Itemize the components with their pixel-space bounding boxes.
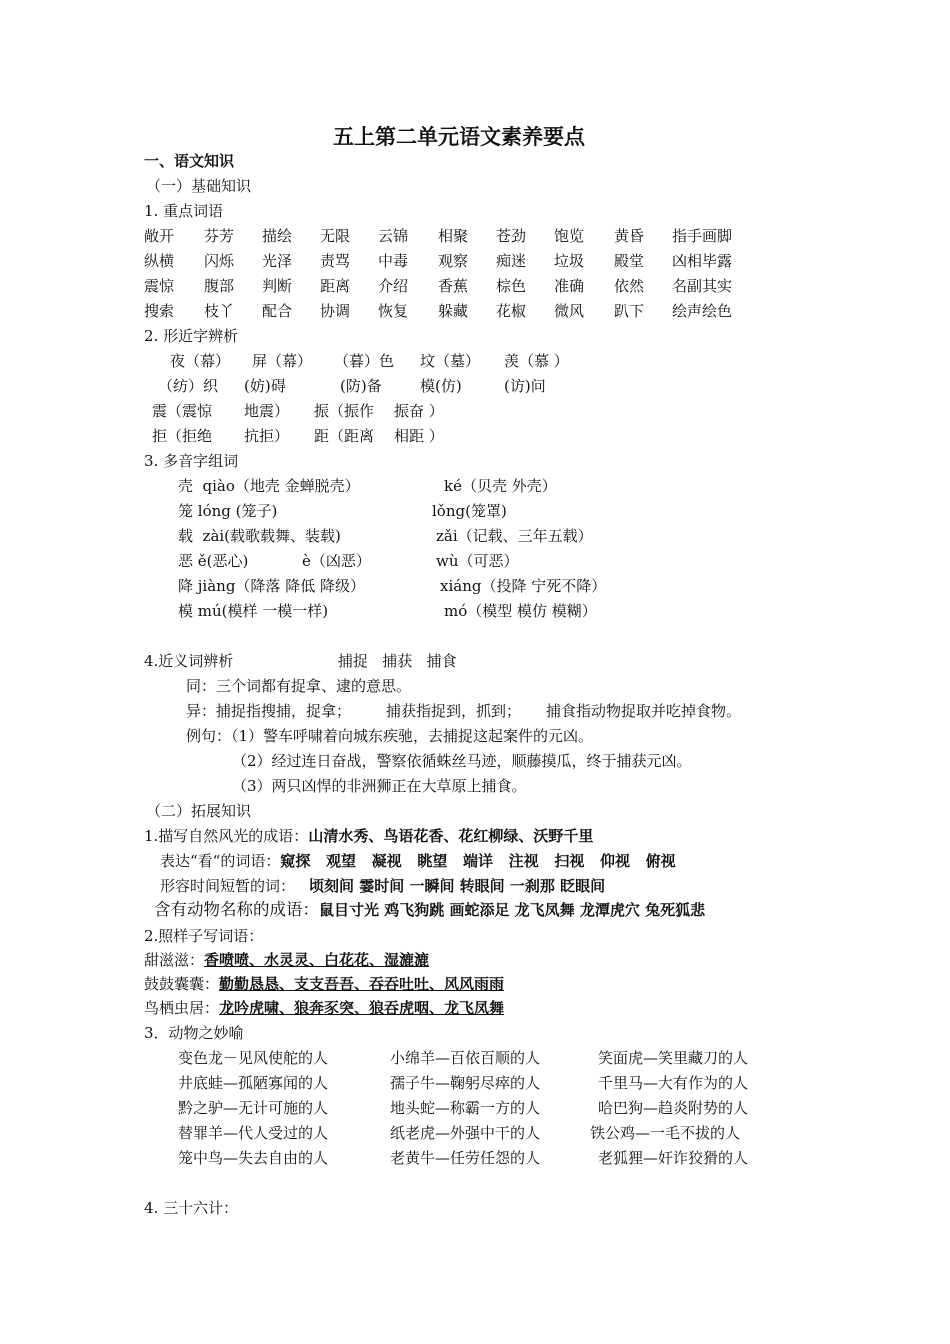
dyz-item: 笼 lóng (笼子) — [178, 502, 278, 520]
dyz-item: 恶 ě(恶心) — [178, 552, 249, 570]
section-heading: 一、语文知识 — [144, 152, 235, 170]
subsection-heading: （一）基础知识 — [146, 177, 252, 195]
word: 绘声绘色 — [672, 302, 733, 320]
dyz-heading: 3. 多音字组词 — [144, 452, 239, 470]
dw-item: 黔之驴—无计可施的人 — [178, 1099, 329, 1117]
dw-item: 笑面虎—笑里藏刀的人 — [598, 1049, 749, 1067]
tz-line — [160, 851, 676, 871]
xjz-item: 夜（幕） — [170, 352, 231, 370]
words-heading: 1. 重点词语 — [144, 202, 224, 220]
xjz-item: 模(仿) — [420, 377, 462, 395]
word: 趴下 — [614, 302, 645, 320]
xjz-item: 距（距离 — [314, 427, 375, 445]
word: 指手画脚 — [672, 227, 733, 245]
tz-content: 龙吟虎啸、狼奔豕突、狼吞虎咽、龙飞凤舞 — [219, 999, 505, 1017]
word: 准确 — [554, 277, 585, 295]
sanshiliuji-heading: 4. 三十六计： — [144, 1199, 239, 1217]
xjz-heading: 2. 形近字辨析 — [144, 327, 239, 345]
jyc-diff: 捕食指动物捉取并吃掉食物。 — [546, 702, 742, 720]
tz-line — [144, 974, 504, 994]
word: 恢复 — [378, 302, 409, 320]
jyc-example: （3）两只凶悍的非洲狮正在大草原上捕食。 — [232, 777, 527, 795]
word: 搜索 — [144, 302, 175, 320]
tz-content: 顷刻间 霎时间 一瞬间 转眼间 一刹那 眨眼间 — [309, 877, 606, 895]
xjz-item: 抗拒） — [244, 427, 290, 445]
xjz-item: 相距 ） — [394, 427, 444, 445]
jyc-diff: 捕获指捉到，抓到； — [386, 702, 522, 720]
dyz-item: mó（模型 模仿 模糊） — [444, 602, 597, 620]
word: 协调 — [320, 302, 351, 320]
word: 相聚 — [438, 227, 469, 245]
tz-label: 鸟栖虫居： — [144, 999, 220, 1017]
tz-content: 勤勤恳恳、支支吾吾、吞吞吐吐、风风雨雨 — [219, 975, 505, 993]
word: 躲藏 — [438, 302, 469, 320]
xjz-item: （暮）色 — [334, 352, 395, 370]
word: 微风 — [554, 302, 585, 320]
tz-content: 窥探 观望 凝视 眺望 端详 注视 扫视 仰视 俯视 — [280, 852, 676, 870]
word: 判断 — [262, 277, 293, 295]
xjz-item: 屏（幕） — [252, 352, 313, 370]
dw-item: 老黄牛—任劳任怨的人 — [390, 1149, 541, 1167]
jyc-words: 捕捉 捕获 捕食 — [338, 652, 457, 670]
xjz-item: (访)问 — [504, 377, 546, 395]
jyc-diff: 异：捕捉指搜捕，捉拿； — [186, 702, 352, 720]
xjz-item: 坟（墓） — [420, 352, 481, 370]
word: 黄昏 — [614, 227, 645, 245]
jyc-heading: 4.近义词辨析 — [144, 652, 234, 670]
tz-heading: 2.照样子写词语： — [144, 927, 264, 945]
dw-item: 小绵羊—百依百顺的人 — [390, 1049, 541, 1067]
word: 饱览 — [554, 227, 585, 245]
word: 配合 — [262, 302, 293, 320]
dw-item: 孺子牛—鞠躬尽瘁的人 — [390, 1074, 541, 1092]
word: 香蕉 — [438, 277, 469, 295]
dw-item: 铁公鸡—一毛不拔的人 — [590, 1124, 741, 1142]
dyz-item: 模 mú(模样 一模一样) — [178, 602, 329, 620]
xjz-item: 震（震惊 — [152, 402, 213, 420]
word: 云锦 — [378, 227, 409, 245]
dw-item: 笼中鸟—失去自由的人 — [178, 1149, 329, 1167]
page-title: 五上第二单元语文素养要点 — [333, 124, 585, 149]
word: 凶相毕露 — [672, 252, 733, 270]
dw-item: 地头蛇—称霸一方的人 — [390, 1099, 541, 1117]
word: 距离 — [320, 277, 351, 295]
tz-line — [154, 900, 705, 920]
dw-item: 井底蛙—孤陋寡闻的人 — [178, 1074, 329, 1092]
dyz-item: 壳 qiào（地壳 金蝉脱壳） — [178, 477, 360, 495]
word: 花椒 — [496, 302, 527, 320]
tz-label: 形容时间短暂的词： — [160, 877, 296, 895]
dw-item: 千里马—大有作为的人 — [598, 1074, 749, 1092]
dw-item: 老狐狸—奸诈狡猾的人 — [598, 1149, 749, 1167]
dyz-item: xiáng（投降 宁死不降） — [440, 577, 607, 595]
jyc-example: 例句：（1）警车呼啸着向城东疾驰，去捕捉这起案件的元凶。 — [186, 727, 594, 745]
word: 殿堂 — [614, 252, 645, 270]
dyz-item: 载 zài(载歌载舞、装载) — [178, 527, 341, 545]
word: 苍劲 — [496, 227, 527, 245]
word: 棕色 — [496, 277, 527, 295]
word: 纵横 — [144, 252, 175, 270]
word: 描绘 — [262, 227, 293, 245]
jyc-same: 同：三个词都有捉拿、逮的意思。 — [186, 677, 412, 695]
word: 垃圾 — [554, 252, 585, 270]
tz-line — [144, 950, 429, 970]
dyz-item: lǒng(笼罩) — [432, 502, 507, 520]
word: 敞开 — [144, 227, 175, 245]
dyz-item: ké（贝壳 外壳） — [444, 477, 557, 495]
dw-item: 变色龙－见风使舵的人 — [178, 1049, 329, 1067]
tz-label: 甜滋滋： — [144, 951, 205, 969]
xjz-item: (妨)碍 — [244, 377, 286, 395]
word: 痴迷 — [496, 252, 527, 270]
dyz-item: è（凶恶） — [302, 552, 371, 570]
xjz-item: (防)备 — [340, 377, 382, 395]
xjz-item: 振奋 ） — [394, 402, 444, 420]
dyz-item: wù（可恶） — [436, 552, 519, 570]
tz-line — [144, 826, 593, 846]
word: 名副其实 — [672, 277, 733, 295]
jyc-example: （2）经过连日奋战，警察依循蛛丝马迹，顺藤摸瓜，终于捕获元凶。 — [232, 752, 692, 770]
xjz-item: 拒（拒绝 — [152, 427, 213, 445]
tz-label: 鼓鼓囊囊： — [144, 975, 220, 993]
xjz-item: 地震） — [244, 402, 290, 420]
subsection-heading: （二）拓展知识 — [146, 802, 252, 820]
tz-label: 1.描写自然风光的成语： — [144, 827, 309, 845]
word: 芬芳 — [204, 227, 235, 245]
dyz-item: zǎi（记载、三年五载） — [436, 527, 593, 545]
tz-line — [144, 998, 504, 1018]
xjz-item: 羡（慕 ） — [504, 352, 569, 370]
tz-content: 鼠目寸光 鸡飞狗跳 画蛇添足 龙飞凤舞 龙潭虎穴 兔死狐悲 — [319, 901, 706, 919]
word: 责骂 — [320, 252, 351, 270]
tz-content: 山清水秀、鸟语花香、花红柳绿、沃野千里 — [308, 827, 594, 845]
tz-label: 表达“看“的词语： — [160, 852, 281, 870]
word: 闪烁 — [204, 252, 235, 270]
word: 观察 — [438, 252, 469, 270]
word: 中毒 — [378, 252, 409, 270]
word: 枝丫 — [204, 302, 235, 320]
dw-item: 纸老虎—外强中干的人 — [390, 1124, 541, 1142]
xjz-item: （纺）织 — [158, 377, 219, 395]
dw-item: 哈巴狗—趋炎附势的人 — [598, 1099, 749, 1117]
word: 震惊 — [144, 277, 175, 295]
word: 介绍 — [378, 277, 409, 295]
dw-heading: 3．动物之妙喻 — [144, 1024, 244, 1042]
word: 光泽 — [262, 252, 293, 270]
xjz-item: 振（振作 — [314, 402, 375, 420]
word: 无限 — [320, 227, 351, 245]
tz-line — [160, 876, 605, 896]
dyz-item: 降 jiàng（降落 降低 降级） — [178, 577, 365, 595]
word: 腹部 — [204, 277, 235, 295]
word: 依然 — [614, 277, 645, 295]
tz-content: 香喷喷、水灵灵、白花花、湿漉漉 — [204, 951, 430, 969]
tz-label: 含有动物名称的成语： — [154, 900, 319, 919]
dw-item: 替罪羊—代人受过的人 — [178, 1124, 329, 1142]
